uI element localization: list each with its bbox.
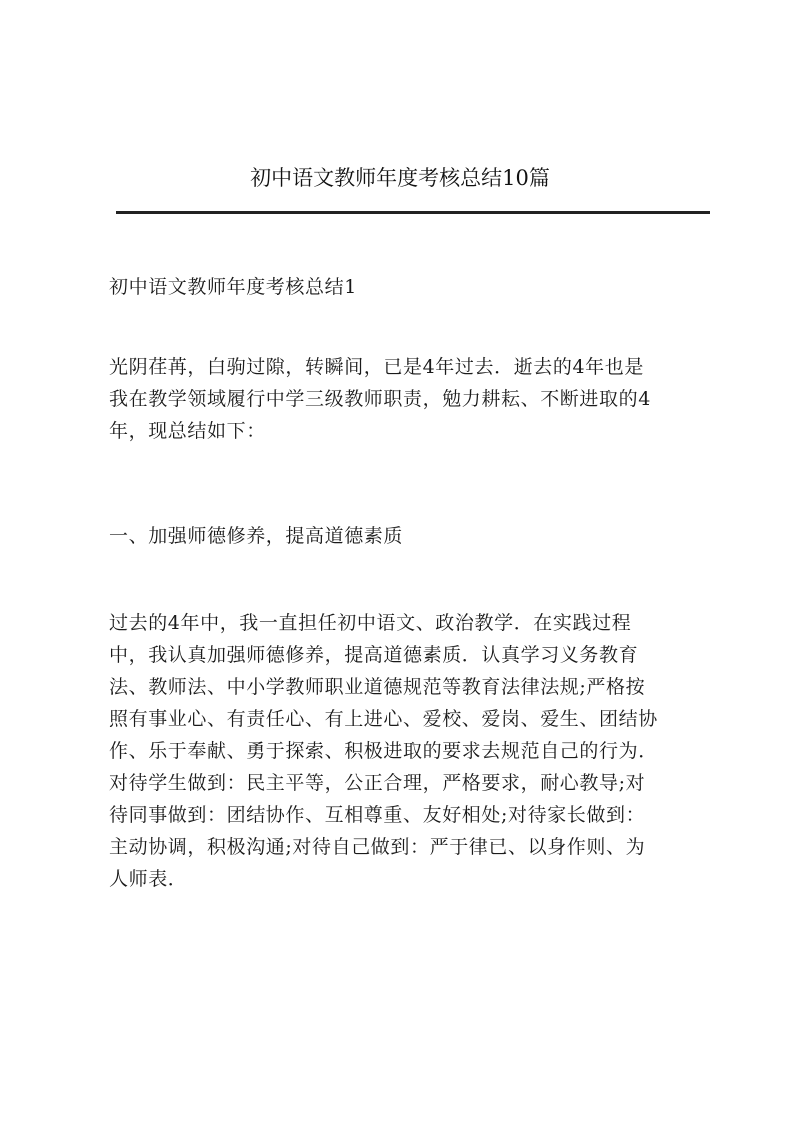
paragraph-line: 过去的4年中，我一直担任初中语文、政治教学．在实践过程	[109, 612, 632, 634]
paragraph-line: 我在教学领域履行中学三级教师职责，勉力耕耘、不断进取的4	[109, 388, 651, 410]
document-title: 初中语文教师年度考核总结10篇	[250, 166, 550, 190]
article-subtitle	[109, 271, 709, 303]
paragraph-line: 对待学生做到：民主平等，公正合理，严格要求，耐心教导;对	[109, 772, 646, 794]
paragraph-line: 中，我认真加强师德修养，提高道德素质．认真学习义务教育	[109, 644, 639, 666]
title-underline	[116, 211, 710, 214]
paragraph-line: 人师表．	[109, 868, 188, 890]
paragraph-line: 照有事业心、有责任心、有上进心、爱校、爱岗、爱生、团结协	[109, 708, 658, 730]
section-heading-text: 一、加强师德修养，提高道德素质	[109, 525, 404, 547]
paragraph-intro	[109, 351, 709, 447]
subtitle-text: 初中语文教师年度考核总结1	[109, 276, 357, 298]
paragraph-line: 法、教师法、中小学教师职业道德规范等教育法律法规;严格按	[109, 676, 646, 698]
paragraph-line: 待同事做到：团结协作、互相尊重、友好相处;对待家长做到：	[109, 804, 646, 826]
paragraph-ethics	[109, 607, 709, 895]
paragraph-line: 年，现总结如下：	[109, 420, 266, 442]
section-heading	[109, 520, 709, 552]
paragraph-line: 光阴荏苒，白驹过隙，转瞬间，已是4年过去．逝去的4年也是	[109, 356, 644, 378]
paragraph-line: 作、乐于奉献、勇于探索、积极进取的要求去规范自己的行为．	[109, 740, 658, 762]
paragraph-line: 主动协调，积极沟通;对待自己做到：严于律已、以身作则、为	[109, 836, 646, 858]
